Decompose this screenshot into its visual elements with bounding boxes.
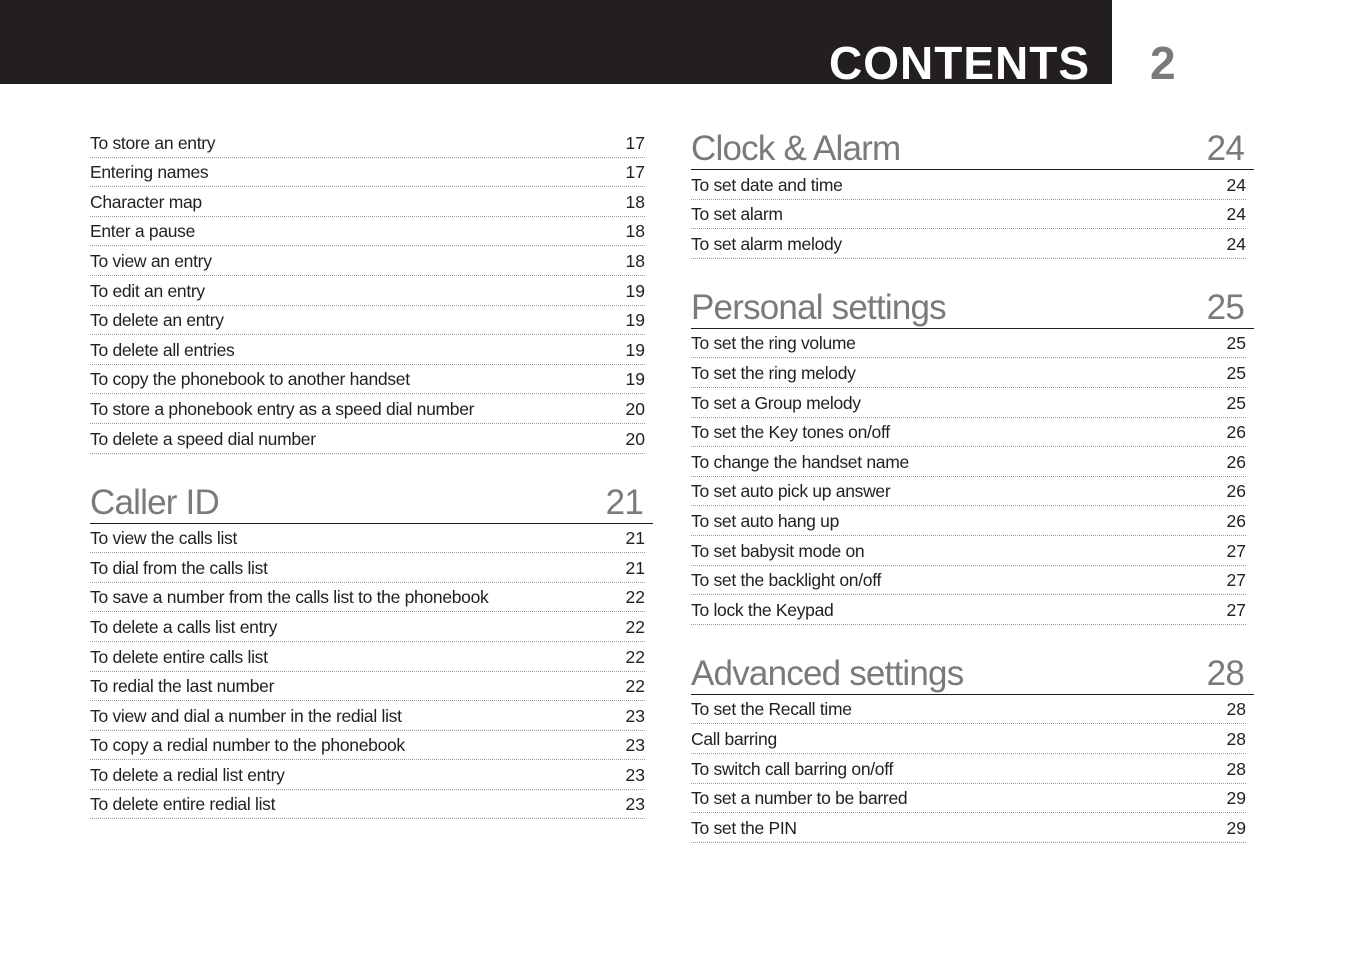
toc-entry-page: 23 xyxy=(625,794,645,815)
toc-entry[interactable] xyxy=(691,229,1246,259)
toc-entry-label: To set the Key tones on/off xyxy=(691,422,890,443)
toc-entry-label: To switch call barring on/off xyxy=(691,758,894,779)
toc-entry[interactable] xyxy=(90,335,645,365)
page-number: 2 xyxy=(1150,37,1176,89)
toc-entry[interactable] xyxy=(90,276,645,306)
section-title: Clock & Alarm xyxy=(691,129,901,168)
toc-entry[interactable] xyxy=(691,170,1246,200)
toc-entry[interactable] xyxy=(90,306,645,336)
toc-entry-label: To view and dial a number in the redial list xyxy=(90,705,402,726)
toc-entry[interactable] xyxy=(90,217,645,247)
toc-entry[interactable] xyxy=(90,731,645,761)
toc-entry-label: To lock the Keypad xyxy=(691,599,834,620)
toc-entry-page: 17 xyxy=(625,162,645,183)
toc-entry[interactable] xyxy=(691,754,1246,784)
toc-entry-label: To delete all entries xyxy=(90,339,235,360)
toc-entry-page: 23 xyxy=(625,735,645,756)
toc-entry-page: 26 xyxy=(1226,510,1246,531)
toc-entry[interactable] xyxy=(90,672,645,702)
section-heading[interactable] xyxy=(691,128,1254,170)
toc-entry-page: 17 xyxy=(625,132,645,153)
toc-entry-label: To delete a redial list entry xyxy=(90,764,285,785)
toc-entry[interactable] xyxy=(90,583,645,613)
toc-entry-page: 21 xyxy=(625,557,645,578)
toc-entry-label: To copy a redial number to the phonebook xyxy=(90,735,405,756)
toc-entry-label: Character map xyxy=(90,191,202,212)
toc-entry-label: To set babysit mode on xyxy=(691,540,865,561)
toc-entry-page: 26 xyxy=(1226,451,1246,472)
toc-entry[interactable] xyxy=(691,477,1246,507)
toc-entry-page: 28 xyxy=(1226,758,1246,779)
toc-entry-label: To set auto pick up answer xyxy=(691,481,891,502)
section-personal-settings xyxy=(691,287,1254,625)
toc-entry[interactable] xyxy=(691,566,1246,596)
toc-entry-page: 22 xyxy=(625,616,645,637)
toc-entry-label: To copy the phonebook to another handset xyxy=(90,369,410,390)
toc-entry-label: To set a number to be barred xyxy=(691,788,908,809)
section-page: 21 xyxy=(605,482,643,522)
toc-entry-label: To set alarm melody xyxy=(691,233,842,254)
toc-entry-page: 26 xyxy=(1226,422,1246,443)
section-heading[interactable] xyxy=(90,482,653,524)
toc-entry[interactable] xyxy=(691,329,1246,359)
toc-entry-page: 18 xyxy=(625,250,645,271)
left-column xyxy=(90,128,653,819)
toc-entry[interactable] xyxy=(691,536,1246,566)
toc-entry-label: To change the handset name xyxy=(691,451,909,472)
toc-entry-page: 19 xyxy=(625,339,645,360)
toc-entry[interactable] xyxy=(90,553,645,583)
toc-entry[interactable] xyxy=(90,158,645,188)
toc-entry-label: To set the ring melody xyxy=(691,362,856,383)
section-page: 25 xyxy=(1206,287,1244,327)
section-advanced-settings xyxy=(691,653,1254,843)
toc-entry[interactable] xyxy=(90,612,645,642)
toc-entry-label: To set the Recall time xyxy=(691,699,852,720)
toc-entry[interactable] xyxy=(90,424,645,454)
toc-entry-label: To store a phonebook entry as a speed dial number xyxy=(90,398,475,419)
toc-entry-label: To edit an entry xyxy=(90,280,205,301)
toc-entry-label: To view an entry xyxy=(90,250,212,271)
toc-entry-page: 22 xyxy=(625,676,645,697)
section-heading[interactable] xyxy=(691,653,1254,695)
toc-entry[interactable] xyxy=(90,128,645,158)
toc-list-clock-alarm xyxy=(691,170,1254,259)
section-caller-id xyxy=(90,482,653,820)
toc-entry-label: To delete entire redial list xyxy=(90,794,276,815)
toc-entry-label: To set the ring volume xyxy=(691,333,856,354)
toc-entry[interactable] xyxy=(691,813,1246,843)
toc-list-caller-id xyxy=(90,524,653,820)
toc-entry-label: Call barring xyxy=(691,728,777,749)
toc-entry-page: 27 xyxy=(1226,570,1246,591)
toc-entry-page: 28 xyxy=(1226,699,1246,720)
toc-entry-label: To set alarm xyxy=(691,204,783,225)
toc-entry-label: To redial the last number xyxy=(90,676,275,697)
toc-entry-page: 24 xyxy=(1226,174,1246,195)
toc-entry-label: To set the PIN xyxy=(691,817,797,838)
toc-entry-label: Enter a pause xyxy=(90,221,196,242)
toc-entry[interactable] xyxy=(90,524,645,554)
toc-entry[interactable] xyxy=(691,388,1246,418)
toc-entry-page: 29 xyxy=(1226,788,1246,809)
toc-entry-label: To dial from the calls list xyxy=(90,557,268,578)
section-clock-alarm xyxy=(691,128,1254,259)
toc-entry-label: To delete an entry xyxy=(90,310,224,331)
toc-entry[interactable] xyxy=(90,246,645,276)
toc-entry-page: 24 xyxy=(1226,204,1246,225)
toc-entry-label: To set date and time xyxy=(691,174,843,195)
toc-entry-page: 24 xyxy=(1226,233,1246,254)
toc-entry[interactable] xyxy=(691,200,1246,230)
toc-entry-page: 20 xyxy=(625,398,645,419)
toc-entry[interactable] xyxy=(90,394,645,424)
toc-entry[interactable] xyxy=(90,760,645,790)
toc-entry-label: Entering names xyxy=(90,162,209,183)
toc-list-phonebook xyxy=(90,128,653,454)
section-title: Caller ID xyxy=(90,482,219,522)
toc-entry-label: To save a number from the calls list to the phonebook xyxy=(90,587,489,608)
toc-entry-page: 25 xyxy=(1226,362,1246,383)
toc-entry-page: 22 xyxy=(625,646,645,667)
toc-entry-label: To delete a speed dial number xyxy=(90,428,316,449)
section-title: Advanced settings xyxy=(691,653,964,693)
toc-entry[interactable] xyxy=(691,784,1246,814)
toc-entry-page: 27 xyxy=(1226,540,1246,561)
toc-list-advanced-settings xyxy=(691,695,1254,843)
toc-entry-label: To store an entry xyxy=(90,132,216,153)
toc-entry-label: To view the calls list xyxy=(90,528,238,549)
toc-entry-page: 28 xyxy=(1226,728,1246,749)
toc-entry[interactable] xyxy=(691,595,1246,625)
toc-entry[interactable] xyxy=(691,724,1246,754)
toc-entry-page: 21 xyxy=(625,528,645,549)
section-title: Personal settings xyxy=(691,287,946,327)
toc-entry[interactable] xyxy=(691,358,1246,388)
toc-entry[interactable] xyxy=(691,447,1246,477)
page-title: CONTENTS xyxy=(829,37,1090,89)
section-page: 24 xyxy=(1206,129,1244,168)
toc-entry[interactable] xyxy=(90,701,645,731)
right-column xyxy=(691,128,1254,843)
toc-entry[interactable] xyxy=(90,187,645,217)
header-bar xyxy=(0,0,1112,89)
toc-entry-page: 26 xyxy=(1226,481,1246,502)
toc-entry[interactable] xyxy=(90,642,645,672)
toc-entry-page: 25 xyxy=(1226,333,1246,354)
toc-entry-page: 19 xyxy=(625,369,645,390)
toc-entry[interactable] xyxy=(691,506,1246,536)
toc-entry-page: 19 xyxy=(625,310,645,331)
toc-entry-label: To delete a calls list entry xyxy=(90,616,278,637)
toc-list-personal-settings xyxy=(691,329,1254,625)
toc-entry-page: 18 xyxy=(625,191,645,212)
section-page: 28 xyxy=(1206,653,1244,693)
toc-entry-page: 19 xyxy=(625,280,645,301)
toc-entry-page: 25 xyxy=(1226,392,1246,413)
toc-entry-page: 23 xyxy=(625,705,645,726)
toc-entry-page: 22 xyxy=(625,587,645,608)
toc-entry[interactable] xyxy=(691,695,1246,725)
toc-entry-label: To delete entire calls list xyxy=(90,646,268,667)
toc-entry[interactable] xyxy=(90,365,645,395)
toc-entry-page: 20 xyxy=(625,428,645,449)
toc-entry-page: 18 xyxy=(625,221,645,242)
toc-entry-label: To set the backlight on/off xyxy=(691,570,882,591)
toc-entry-page: 23 xyxy=(625,764,645,785)
toc-entry-label: To set a Group melody xyxy=(691,392,861,413)
toc-entry[interactable] xyxy=(691,418,1246,448)
toc-entry-page: 29 xyxy=(1226,817,1246,838)
section-heading[interactable] xyxy=(691,287,1254,329)
toc-entry-page: 27 xyxy=(1226,599,1246,620)
toc-entry[interactable] xyxy=(90,790,645,820)
toc-entry-label: To set auto hang up xyxy=(691,510,840,531)
